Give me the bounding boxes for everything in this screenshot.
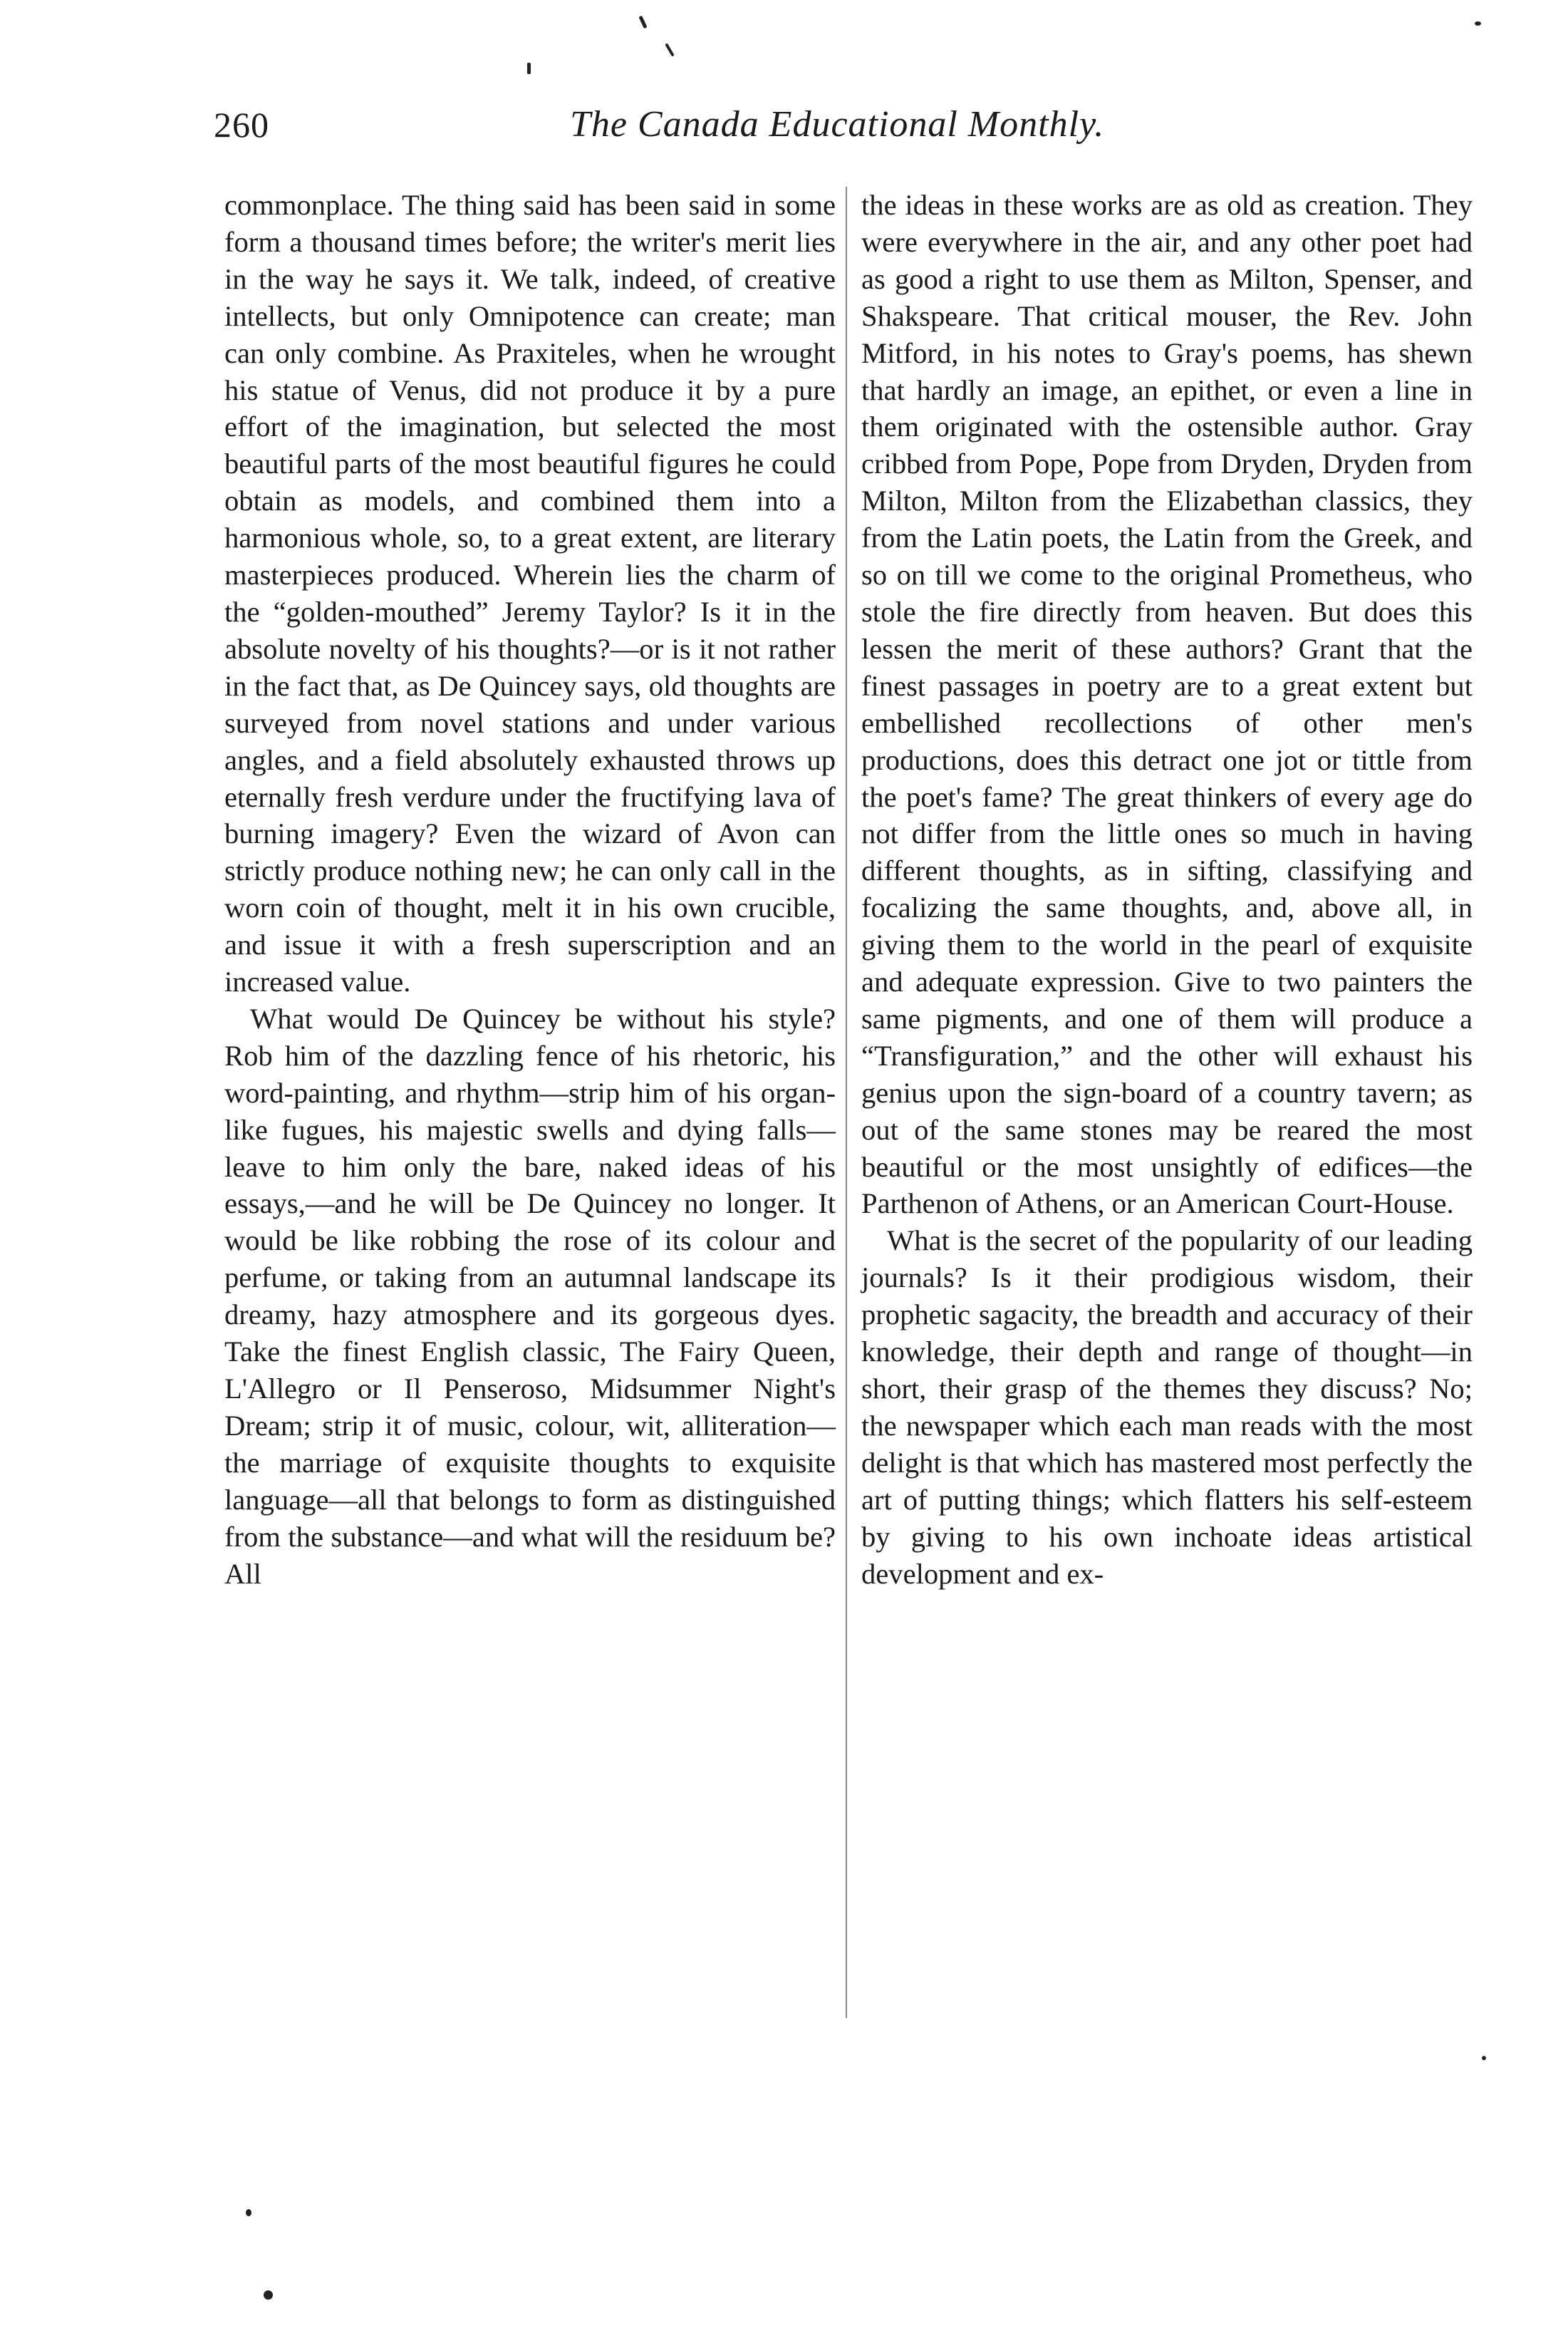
left-paragraph-2: What would De Quincey be without his style? Rob him of the dazzling fence of his rhetoric, his word-painting, and rhythm—strip him of his organ-like fugues, his majestic swells and dying falls—leave to him only the bare, naked ideas of his essays,—and he will be De Quincey no longer. It would be like robbing the rose of its colour and perfume, or taking from an autumnal landscape its dreamy, hazy atmosphere and its gorgeous dyes. Take the finest English classic, The Fairy Queen, L'Allegro or Il Penseroso, Midsummer Night's Dream; strip it of music, colour, wit, alliteration—the marriage of exquisite thoughts to exquisite language—all that belongs to form as distinguished from the substance—and what will the residuum be? All: [224, 1002, 836, 1590]
right-paragraph-1: the ideas in these works are as old as creation. They were everywhere in the air, and any other poet had as good a right to use them as Milton, Spenser, and Shakspeare. That critical mouser, the Rev. John Mitford, in his notes to Gray's poems, has shewn that hardly an image, an epithet, or even a line in them originated with the ostensible author. Gray cribbed from Pope, Pope from Dryden, Dryden from Milton, Milton from the Elizabethan classics, they from the Latin poets, the Latin from the Greek, and so on till we come to the original Prometheus, who stole the fire directly from heaven. But does this lessen the merit of these authors? Grant that the finest passages in poetry are to a great extent but embellished recollections of other men's productions, does this detract one jot or tittle from the poet's fame? The great thinkers of every age do not differ from the little ones so much in having different thoughts, as in sifting, classifying and focalizing the same thoughts, and, above all, in giving them to the world in the pearl of exquisite and adequate expression. Give to two painters the same pigments, and one of them will produce a “Transfiguration,” and the other will exhaust his genius upon the sign-board of a country tavern; as out of the same stones may be reared the most beautiful or the most unsightly of edifices—the Parthenon of Athens, or an American Court-House.: [861, 189, 1473, 1220]
left-column: [224, 187, 836, 1592]
page-number: 260: [214, 105, 269, 145]
scan-speck: [665, 43, 674, 56]
scan-speck: [264, 2290, 273, 2300]
column-divider: [846, 187, 847, 2018]
scan-speck: [638, 16, 647, 29]
scan-speck: [246, 2209, 251, 2216]
running-title: The Canada Educational Monthly.: [570, 104, 1105, 145]
right-column: [861, 187, 1473, 1592]
right-paragraph-2: What is the secret of the popularity of our leading journals? Is it their prodigious wisdom, their prophetic sagacity, the breadth and accuracy of their knowledge, their depth and range of thought—in short, their grasp of the themes they discuss? No; the newspaper which each man reads with the most delight is that which has mastered most perfectly the art of putting things; which flatters his self-esteem by giving to his own inchoate ideas artistical development and ex-: [861, 1224, 1473, 1590]
left-paragraph-1: commonplace. The thing said has been said in some form a thousand times before; the writer's merit lies in the way he says it. We talk, indeed, of creative intellects, but only Omnipotence can create; man can only combine. As Praxiteles, when he wrought his statue of Venus, did not produce it by a pure effort of the imagination, but selected the most beautiful parts of the most beautiful figures he could obtain as models, and combined them into a harmonious whole, so, to a great extent, are literary masterpieces produced. Wherein lies the charm of the “golden-mouthed” Jeremy Taylor? Is it in the absolute novelty of his thoughts?—or is it not rather in the fact that, as De Quincey says, old thoughts are surveyed from novel stations and under various angles, and a field absolutely exhausted throws up eternally fresh verdure under the fructifying lava of burning imagery? Even the wizard of Avon can strictly produce nothing new; he can only call in the worn coin of thought, melt it in his own crucible, and issue it with a fresh superscription and an increased value.: [224, 189, 836, 998]
scan-speck: [527, 63, 531, 74]
page-header: [214, 103, 1232, 153]
scan-speck: [1475, 21, 1481, 26]
scan-speck: [1482, 2056, 1486, 2060]
